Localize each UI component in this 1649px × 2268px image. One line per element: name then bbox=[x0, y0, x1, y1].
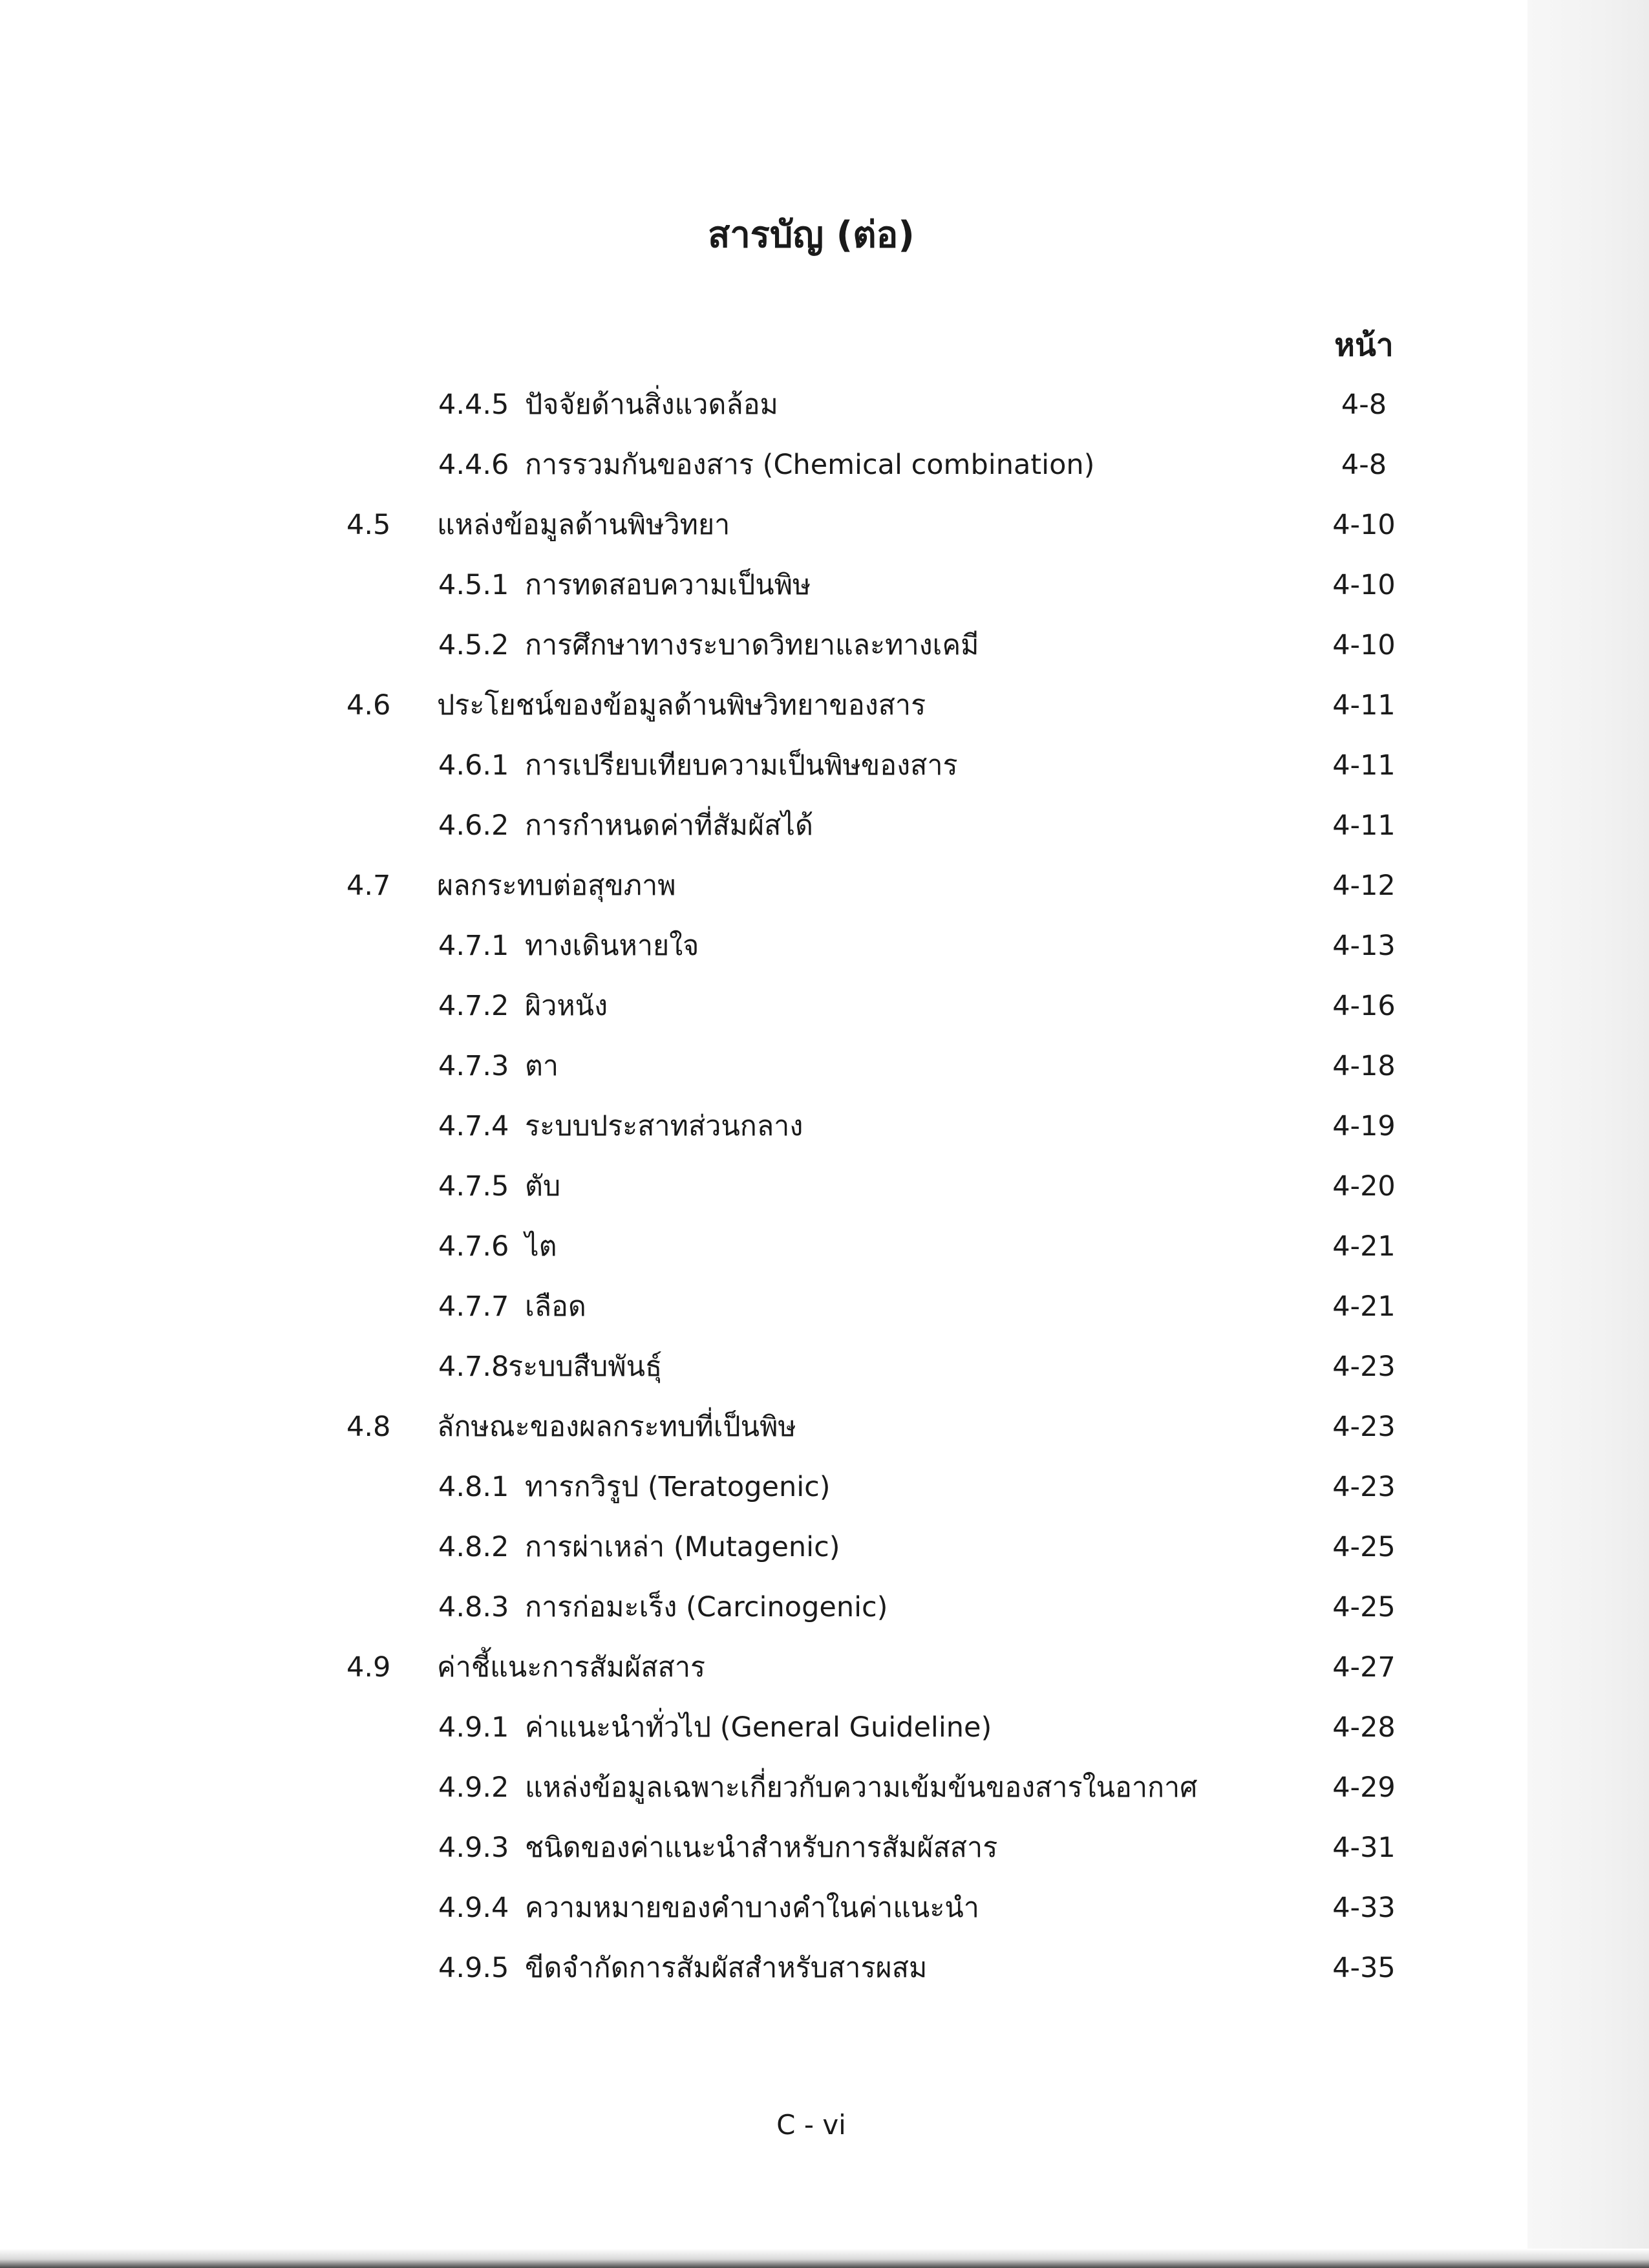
toc-entry bbox=[0, 1702, 1649, 1753]
toc-entry bbox=[0, 1040, 1649, 1092]
toc-entry-page: 4-16 bbox=[1332, 990, 1396, 1022]
toc-entry-page: 4-25 bbox=[1332, 1531, 1396, 1563]
toc-entry bbox=[0, 1942, 1649, 1994]
toc-entry-page: 4-8 bbox=[1341, 389, 1387, 421]
toc-entry-number: 4.8.2 bbox=[438, 1531, 509, 1563]
toc-entry bbox=[0, 1762, 1649, 1813]
toc-entry bbox=[0, 740, 1649, 791]
toc-entry-number: 4.6.1 bbox=[438, 749, 509, 782]
toc-entry-number: 4.6 bbox=[346, 689, 391, 722]
toc-entry bbox=[0, 619, 1649, 671]
toc-entry bbox=[0, 1581, 1649, 1633]
toc-entry-page: 4-29 bbox=[1332, 1771, 1396, 1804]
toc-entry-number: 4.9.1 bbox=[438, 1711, 509, 1744]
toc-entry-title: ผิวหนัง bbox=[525, 990, 608, 1022]
toc-entry-title: ชนิดของค่าแนะนำสำหรับการสัมผัสสาร bbox=[525, 1832, 998, 1864]
toc-entry-page: 4-27 bbox=[1332, 1651, 1396, 1684]
toc-entry-page: 4-12 bbox=[1332, 870, 1396, 902]
toc-entry-page: 4-8 bbox=[1341, 449, 1387, 481]
toc-entry-number: 4.9.3 bbox=[438, 1832, 509, 1864]
toc-entry-number: 4.7.6 bbox=[438, 1230, 509, 1263]
toc-entry bbox=[0, 1100, 1649, 1152]
toc-entry bbox=[0, 679, 1649, 731]
toc-entry-page: 4-13 bbox=[1332, 930, 1396, 962]
toc-entry-page: 4-23 bbox=[1332, 1411, 1396, 1443]
toc-entry-number: 4.9.5 bbox=[438, 1952, 509, 1984]
toc-entry-page: 4-20 bbox=[1332, 1170, 1396, 1203]
toc-entry-page: 4-28 bbox=[1332, 1711, 1396, 1744]
toc-entry-number: 4.5.1 bbox=[438, 569, 509, 601]
toc-entry bbox=[0, 379, 1649, 431]
toc-entry-title: แหล่งข้อมูลด้านพิษวิทยา bbox=[437, 509, 730, 541]
toc-entry-title: ตา bbox=[525, 1050, 559, 1082]
scan-bottom-edge bbox=[0, 2249, 1649, 2268]
toc-entry-title: ทางเดินหายใจ bbox=[525, 930, 699, 962]
toc-entry-page: 4-10 bbox=[1332, 509, 1396, 541]
toc-entry-title: ระบบประสาทส่วนกลาง bbox=[525, 1110, 803, 1142]
toc-entry bbox=[0, 1161, 1649, 1212]
toc-entry-page: 4-21 bbox=[1332, 1290, 1396, 1323]
toc-entry-title: การศึกษาทางระบาดวิทยาและทางเคมี bbox=[525, 629, 979, 661]
toc-entry-title: ระบบสืบพันธุ์ bbox=[508, 1351, 663, 1383]
toc-entry bbox=[0, 920, 1649, 972]
toc-entry-page: 4-35 bbox=[1332, 1952, 1396, 1984]
toc-entry-title: การผ่าเหล่า (Mutagenic) bbox=[525, 1531, 840, 1563]
toc-entry-title: แหล่งข้อมูลเฉพาะเกี่ยวกับความเข้มข้นของสารในอากาศ bbox=[525, 1771, 1198, 1804]
toc-entry-page: 4-21 bbox=[1332, 1230, 1396, 1263]
toc-entry-number: 4.5.2 bbox=[438, 629, 509, 661]
toc-entry-number: 4.7.7 bbox=[438, 1290, 509, 1323]
toc-entry bbox=[0, 1461, 1649, 1513]
toc-entry-title: ปัจจัยด้านสิ่งแวดล้อม bbox=[525, 389, 778, 421]
toc-entry-title: การเปรียบเทียบความเป็นพิษของสาร bbox=[525, 749, 958, 782]
toc-entry bbox=[0, 439, 1649, 491]
toc-entry-number: 4.8.3 bbox=[438, 1591, 509, 1623]
toc-entry-number: 4.6.2 bbox=[438, 809, 509, 842]
toc-entry-number: 4.7.8 bbox=[438, 1351, 509, 1383]
toc-entry bbox=[0, 559, 1649, 611]
toc-entry-title: การกำหนดค่าที่สัมผัสได้ bbox=[525, 809, 813, 842]
toc-entry-page: 4-23 bbox=[1332, 1471, 1396, 1503]
toc-entry-title: ผลกระทบต่อสุขภาพ bbox=[437, 870, 676, 902]
toc-entry-title: ประโยชน์ของข้อมูลด้านพิษวิทยาของสาร bbox=[437, 689, 926, 722]
toc-entry bbox=[0, 1822, 1649, 1874]
toc-entry-number: 4.9.2 bbox=[438, 1771, 509, 1804]
toc-entry bbox=[0, 1221, 1649, 1272]
toc-entry bbox=[0, 499, 1649, 551]
toc-entry bbox=[0, 800, 1649, 851]
toc-entry-number: 4.9 bbox=[346, 1651, 391, 1684]
toc-entry-title: ตับ bbox=[525, 1170, 561, 1203]
toc-entry-number: 4.9.4 bbox=[438, 1892, 509, 1924]
toc-entry-page: 4-11 bbox=[1332, 809, 1396, 842]
toc-entry-title: ความหมายของคำบางคำในค่าแนะนำ bbox=[525, 1892, 979, 1924]
toc-entry-page: 4-10 bbox=[1332, 569, 1396, 601]
page-column-header: หน้า bbox=[1334, 327, 1394, 363]
toc-entry-page: 4-19 bbox=[1332, 1110, 1396, 1142]
toc-entry bbox=[0, 1281, 1649, 1332]
toc-entry-number: 4.4.6 bbox=[438, 449, 509, 481]
toc-entry-number: 4.8 bbox=[346, 1411, 391, 1443]
toc-entry-page: 4-11 bbox=[1332, 749, 1396, 782]
toc-entry-number: 4.7.1 bbox=[438, 930, 509, 962]
toc-entry-title: ค่าชี้แนะการสัมผัสสาร bbox=[437, 1651, 706, 1684]
toc-entry-title: ไต bbox=[525, 1230, 557, 1263]
toc-entry-title: การรวมกันของสาร (Chemical combination) bbox=[525, 449, 1095, 481]
toc-entry bbox=[0, 1882, 1649, 1934]
toc-entry-number: 4.4.5 bbox=[438, 389, 509, 421]
toc-entry-number: 4.8.1 bbox=[438, 1471, 509, 1503]
toc-entry-number: 4.7.5 bbox=[438, 1170, 509, 1203]
toc-entry-number: 4.7 bbox=[346, 870, 391, 902]
toc-entry bbox=[0, 1341, 1649, 1393]
toc-entry-page: 4-31 bbox=[1332, 1832, 1396, 1864]
toc-entry-page: 4-33 bbox=[1332, 1892, 1396, 1924]
toc-entry bbox=[0, 860, 1649, 912]
toc-entry-title: การก่อมะเร็ง (Carcinogenic) bbox=[525, 1591, 888, 1623]
toc-entry bbox=[0, 980, 1649, 1032]
toc-entry-page: 4-10 bbox=[1332, 629, 1396, 661]
toc-entry bbox=[0, 1401, 1649, 1453]
toc-entry-number: 4.5 bbox=[346, 509, 391, 541]
toc-entry bbox=[0, 1642, 1649, 1693]
toc-entry-title: เลือด bbox=[525, 1290, 586, 1323]
toc-entry bbox=[0, 1521, 1649, 1573]
toc-entry-title: ลักษณะของผลกระทบที่เป็นพิษ bbox=[437, 1411, 796, 1443]
toc-entry-title: ค่าแนะนำทั่วไป (General Guideline) bbox=[525, 1711, 992, 1744]
toc-entry-page: 4-23 bbox=[1332, 1351, 1396, 1383]
toc-entry-number: 4.7.2 bbox=[438, 990, 509, 1022]
page-title: สารบัญ (ต่อ) bbox=[708, 214, 915, 256]
toc-entry-page: 4-18 bbox=[1332, 1050, 1396, 1082]
toc-entry-title: ขีดจำกัดการสัมผัสสำหรับสารผสม bbox=[525, 1952, 928, 1984]
toc-entry-title: ทารกวิรูป (Teratogenic) bbox=[525, 1471, 831, 1503]
toc-entry-number: 4.7.3 bbox=[438, 1050, 509, 1082]
toc-entry-number: 4.7.4 bbox=[438, 1110, 509, 1142]
toc-entry-page: 4-11 bbox=[1332, 689, 1396, 722]
page-footer-number: C - vi bbox=[776, 2109, 846, 2141]
toc-entry-page: 4-25 bbox=[1332, 1591, 1396, 1623]
toc-entry-title: การทดสอบความเป็นพิษ bbox=[525, 569, 811, 601]
